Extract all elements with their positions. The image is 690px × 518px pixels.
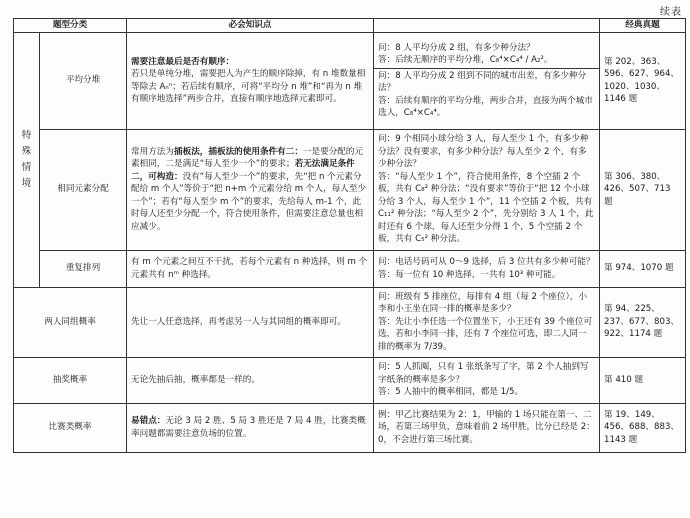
type-name: 两人同组概率 <box>14 287 127 357</box>
type-name: 平均分堆 <box>40 32 127 129</box>
table-row <box>14 32 686 129</box>
knowledge-cell <box>127 32 374 129</box>
example-question: 问：班级有 5 排座位，每排有 4 组（每 2 个座位），小李和小王坐在同一排的概率是多少？ <box>378 291 587 315</box>
example-cell <box>374 357 600 403</box>
refs-cell: 第 306、380、426、507、713 题 <box>600 129 686 250</box>
knowledge-table <box>13 18 686 453</box>
type-name: 相同元素分配 <box>40 129 127 250</box>
refs-cell: 第 974、1070 题 <box>600 250 686 287</box>
example-cell <box>374 129 600 250</box>
example-answer: 答：“每人至少 1 个”，符合使用条件，8 个空插 2 个板，共有 C₈² 种分法；“没有要求”等价于“把 12 个小球分给 3 个人，每人至少 1 个”，11 个空插 2 个板，共有 C₁₁² 种分法；“每人至少 2 个”，先分别给 3 人 1 个，此时还有 6 个球，每人还至少分得 1 个，5 个空插 2 个板，共有 C₅² 种分法。 <box>378 171 594 245</box>
example-block <box>374 41 599 68</box>
example-answer: 答：每一位有 10 种选择，一共有 10³ 种可能。 <box>378 269 561 280</box>
special-char: 情 <box>21 161 32 173</box>
type-name: 重复排列 <box>40 250 127 287</box>
knowledge-text: 一是要分配的元素相同，二是满足“每人至少一个”的要求； <box>131 146 364 170</box>
table-row <box>14 250 686 287</box>
example-answer: 答：5 人抽中的概率相同，都是 1/5。 <box>378 387 524 398</box>
knowledge-cell <box>127 403 374 452</box>
knowledge-cell: 先让一人任意选择，再考虑另一人与其同组的概率即可。 <box>127 287 374 357</box>
example-text: 例：甲乙比赛结果为 2：1，甲输的 1 场只能在第一、二场，若第三场甲负，意味着前 2 场甲胜，比分已经是 2：0，不会进行第三场比赛。 <box>378 409 595 445</box>
knowledge-cell: 有 m 个元素之间互不干扰，若每个元素有 n 种选择，则 m 个元素共有 nᵐ 种选择。 <box>127 250 374 287</box>
example-block <box>374 68 599 121</box>
knowledge-bold: 若无法满足条件二，可构造： <box>131 159 355 182</box>
continued-label: 续表 <box>660 7 682 18</box>
special-char: 殊 <box>21 145 32 157</box>
refs-cell: 第 94、225、237、677、803、922、1174 题 <box>600 287 686 357</box>
example-answer: 答：先让小李任选一个位置坐下，小王还有 39 个座位可选，若和小李同一排，还有 7 个座位可选，即二人同一排的概率为 7/39。 <box>378 316 593 352</box>
special-char: 境 <box>21 177 32 189</box>
example-answer: 答：后续有顺序的平均分堆，两步合并，直接为两个城市选人，C₈⁴×C₄⁴。 <box>378 95 593 118</box>
example-block <box>374 132 599 247</box>
knowledge-text: 若只是单纯分堆，需要把人为产生的顺序除掉，有 n 堆数量相等除去 Aₙⁿ；若后续有顺序，可将“平均分 n 堆”和“再为 n 堆有顺序地选择”两步合并，直接有顺序地选择元素即可。 <box>131 69 366 104</box>
example-question: 问：9 个相同小球分给 3 人，每人至少 1 个，有多少种分法？没有要求，有多少种分法？每人至少 2 个，有多少种分法？ <box>378 134 589 170</box>
example-cell <box>374 403 600 452</box>
example-block <box>374 255 599 282</box>
knowledge-text: 常用方法为 <box>131 146 174 157</box>
example-question: 问：8 人平均分成 2 组到不同的城市出差，有多少种分法？ <box>378 70 587 93</box>
knowledge-cell <box>127 129 374 250</box>
header-refs: 经典真题 <box>600 19 686 33</box>
type-name: 抽奖概率 <box>14 357 127 403</box>
knowledge-text: 无论 3 局 2 胜、5 局 3 胜还是 7 局 4 胜，比赛类概率问题都需要注意负场的位置。 <box>131 416 366 439</box>
table-row <box>14 287 686 357</box>
table-row <box>14 403 686 452</box>
table-row <box>14 357 686 403</box>
header-type: 题型分类 <box>14 19 127 33</box>
example-answer: 答：后续无顺序的平均分堆，C₈⁴×C₄⁴ / A₂²。 <box>378 55 553 65</box>
knowledge-bold: 插板法，插板法的使用条件有二： <box>174 146 303 157</box>
example-question: 问：8 人平均分成 2 组，有多少种分法？ <box>378 42 535 53</box>
refs-cell: 第 19、149、456、688、883、1143 题 <box>600 403 686 452</box>
example-cell <box>374 250 600 287</box>
refs-cell: 第 202、363、596、627、964、1020、1030、1146 题 <box>600 32 686 129</box>
header-knowledge: 必会知识点 <box>127 19 374 33</box>
knowledge-cell: 无论先抽后抽，概率都是一样的。 <box>127 357 374 403</box>
knowledge-text: 没有“每人至少一个”的要求，先“把 n 个元素分配给 m 个人”等价于“把 n+m 个元素分给 m 个人，每人至少一个”；若有“每人至少 m 个”的要求，先给每人 m-1 个，此时每人还至少分配一个，符合使用条件，但需要注意总量也相应减少。 <box>131 171 366 232</box>
example-block <box>374 290 599 355</box>
example-question: 问：电话号码可从 0～9 选择，后 3 位共有多少种可能？ <box>378 257 595 267</box>
example-cell <box>374 287 600 357</box>
type-name: 比赛类概率 <box>14 403 127 452</box>
example-block <box>374 408 599 448</box>
example-block <box>374 360 599 400</box>
knowledge-bold: 易错点： <box>131 416 166 426</box>
special-category-cell <box>14 32 40 287</box>
example-cell <box>374 32 600 129</box>
refs-cell: 第 410 题 <box>600 357 686 403</box>
example-question: 问：5 人抓阄，只有 1 张纸条写了字，第 2 个人抽到写字纸条的概率是多少？ <box>378 362 589 385</box>
knowledge-bold: 需要注意最后是否有顺序： <box>131 56 235 67</box>
special-char: 特 <box>21 129 32 141</box>
header-empty <box>374 19 600 33</box>
table-header-row <box>14 19 686 33</box>
table-row <box>14 129 686 250</box>
